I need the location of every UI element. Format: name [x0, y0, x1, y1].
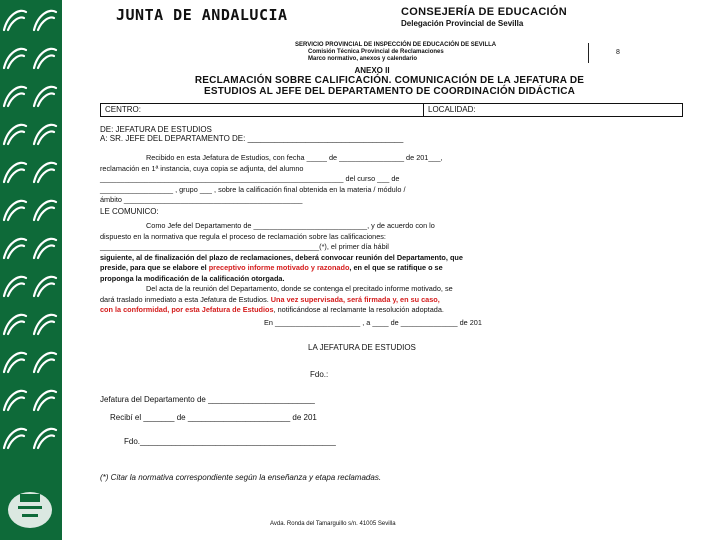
p2-line-6: proponga la modificación de la calificación otorgada.: [100, 273, 285, 283]
junta-title: JUNTA DE ANDALUCIA: [116, 6, 288, 24]
date-line: En _____________________ , a ____ de ______________ de 201: [264, 318, 482, 327]
footer-address: Avda. Ronda del Tamarguillo s/n. 41005 Sevilla: [270, 521, 396, 527]
box-divider: [423, 104, 424, 116]
signature-title: LA JEFATURA DE ESTUDIOS: [308, 343, 416, 352]
p1-line-2: reclamación en 1ª instancia, cuya copia se adjunta, del alumno: [100, 163, 304, 173]
andalucia-leaf-pattern-icon: [0, 0, 62, 540]
p2-line-5: [100, 263, 681, 274]
delegacion-subtitle: Delegación Provincial de Sevilla: [401, 19, 524, 28]
footnote: (*) Citar la normativa correspondiente según la enseñanza y etapa reclamadas.: [100, 473, 382, 482]
a-line: A: SR. JEFE DEL DEPARTAMENTO DE: ___________________________________: [100, 134, 404, 143]
p3-line-3: [100, 305, 681, 316]
p2-line-4: siguiente, al de finalización del plazo de reclamaciones, deberá convocar reunión del Departamento, que: [100, 252, 463, 262]
p2-highlight-informe: preceptivo informe motivado y razonado: [208, 263, 350, 273]
servicio-line-3: Marco normativo, anexos y calendario: [308, 56, 418, 62]
p2-line-5-a: preside, para que se elabore el: [100, 263, 209, 273]
centro-localidad-box: [100, 103, 683, 117]
paragraph-reclamacion: [100, 153, 681, 206]
paragraph-acta: [100, 284, 681, 316]
p1-line-4: __________________ , grupo ___ , sobre la calificación final obtenida en la materia / módulo /: [100, 184, 406, 194]
page-number: 8: [616, 49, 620, 56]
servicio-line-2: Comisión Técnica Provincial de Reclamaciones: [308, 49, 444, 55]
document-page: [62, 0, 720, 540]
p1-line-5: ámbito ____________________________________________: [100, 195, 303, 205]
document-title-line-2: ESTUDIOS AL JEFE DEL DEPARTAMENTO DE COORDINACIÓN DIDÁCTICA: [203, 86, 576, 97]
header-divider: [588, 43, 589, 63]
document-title-line-1: RECLAMACIÓN SOBRE CALIFICACIÓN. COMUNICACIÓN DE LA JEFATURA DE: [194, 75, 585, 86]
centro-label: CENTRO:: [105, 105, 141, 114]
p2-line-2: dispuesto en la normativa que regula el proceso de reclamación sobre las calificaciones:: [100, 231, 386, 241]
de-line: DE: JEFATURA DE ESTUDIOS: [100, 125, 212, 134]
paragraph-departamento: [100, 221, 681, 285]
green-side-stripe: [0, 0, 62, 540]
p2-line-3: ______________________________________________________(*), el primer día hábil: [100, 242, 389, 252]
p3-line-1: Del acta de la reunión del Departamento, donde se contenga el precitado informe motivado, se: [146, 284, 453, 293]
p1-line-3: ____________________________________________________________ del curso ___ de: [100, 174, 400, 184]
p2-line-5-b: , en el que se ratifique o se: [349, 263, 443, 273]
p2-line-1: Como Jefe del Departamento de ____________________________, y de acuerdo con lo: [146, 221, 435, 230]
localidad-label: LOCALIDAD:: [428, 105, 476, 114]
receipt-fdo-line: Fdo.____________________________________________: [124, 437, 336, 446]
anexo-label: ANEXO II: [354, 66, 390, 75]
signature-fdo: Fdo.:: [310, 370, 329, 379]
p3-highlight-conformidad: con la conformidad, por esta Jefatura de Estudios: [100, 305, 274, 315]
servicio-line-1: SERVICIO PROVINCIAL DE INSPECCIÓN DE EDUCACIÓN DE SEVILLA: [295, 42, 497, 48]
p3-line-2: [100, 295, 681, 306]
recibi-line: Recibí el _______ de _______________________ de 201: [110, 413, 317, 422]
jefatura-departamento-line: Jefatura del Departamento de ________________________: [100, 395, 315, 404]
p1-line-1: Recibido en esta Jefatura de Estudios, con fecha _____ de ________________ de 201___,: [146, 153, 443, 162]
junta-andalucia-logo-icon: [8, 492, 52, 528]
p3-highlight-supervisada: Una vez supervisada, será firmada y, en su caso,: [270, 294, 440, 304]
le-comunico-label: LE COMUNICO:: [100, 207, 159, 216]
p3-line-3-b: , notificándose al reclamante la resolución adoptada.: [273, 305, 444, 315]
p3-line-2-a: dará traslado inmediato a esta Jefatura de Estudios.: [100, 294, 271, 304]
consejeria-title: CONSEJERÍA DE EDUCACIÓN: [401, 6, 568, 18]
